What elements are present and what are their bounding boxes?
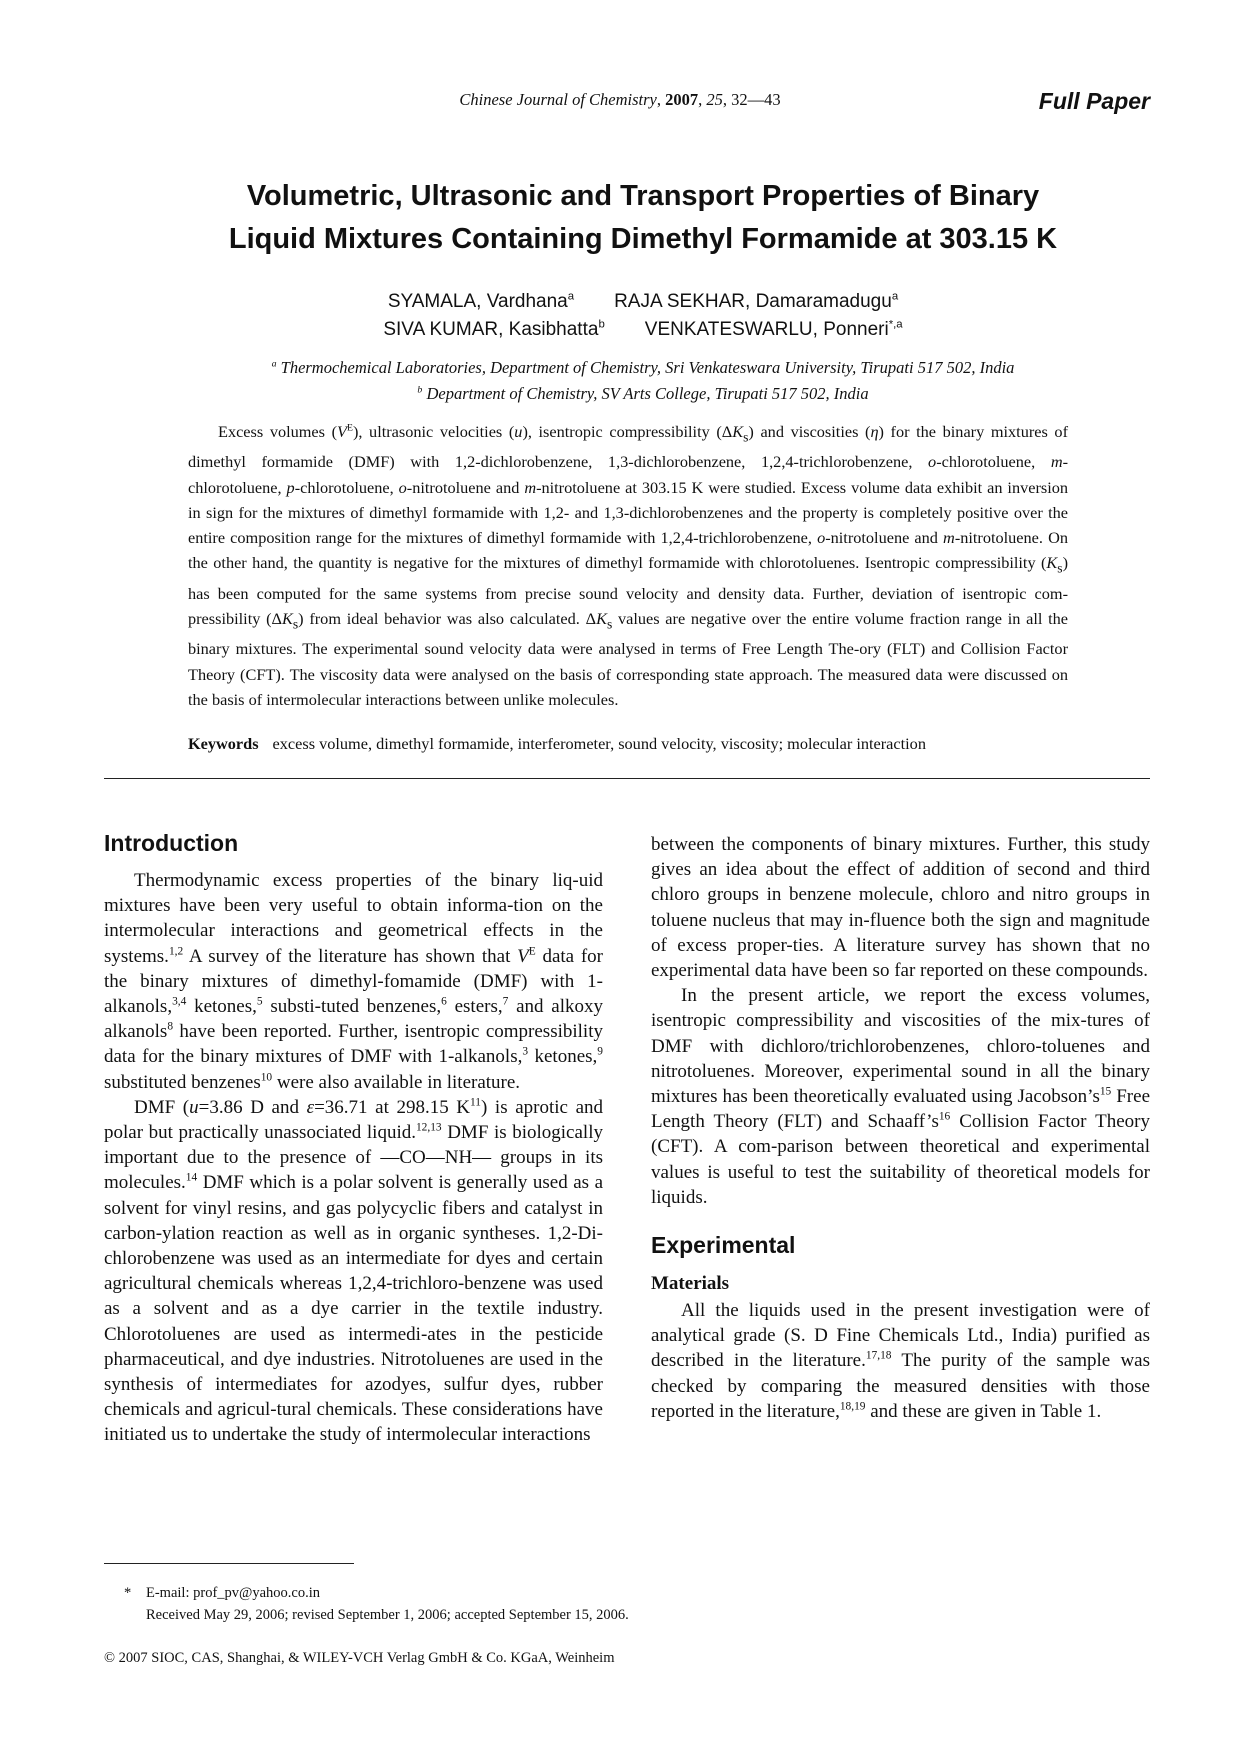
author: [388, 291, 574, 312]
text-run: ,: [656, 90, 666, 109]
text-run: -nitrotoluene and: [825, 528, 944, 548]
copyright: © 2007 SIOC, CAS, Shanghai, & WILEY-VCH Verlag GmbH & Co. KGaA, Weinheim: [104, 1650, 615, 1666]
title-line: Volumetric, Ultrasonic and Transport Properties of Binary: [246, 180, 1040, 212]
materials-heading: Materials: [651, 1273, 730, 1295]
superscript: a: [271, 358, 277, 370]
text-run: ) and viscosities (: [748, 422, 871, 441]
abstract: [188, 419, 1068, 712]
italic-run: K: [732, 422, 744, 441]
superscript: E: [528, 945, 536, 958]
text-run: substi-tuted benzenes,: [262, 996, 442, 1018]
subscript: s: [743, 429, 749, 445]
superscript: a: [891, 290, 899, 303]
superscript: 8: [167, 1020, 174, 1033]
text-run: and alkoxy alkanols: [104, 996, 603, 1043]
italic-run: o: [817, 528, 826, 548]
keywords-label: Keywords: [188, 734, 259, 753]
text-run: SYAMALA, Vardhana: [387, 291, 568, 312]
italic-run: K: [1046, 553, 1058, 573]
subscript: s: [292, 616, 299, 632]
footnote: [124, 1582, 629, 1626]
affiliation: [0, 381, 1240, 407]
text-run: VENKATESWARLU, Ponneri: [644, 319, 889, 340]
author: [645, 319, 903, 340]
text-run: Excess volumes (: [218, 422, 338, 441]
keywords-text: excess volume, dimethyl formamide, interferometer, sound velocity, viscosity; molecular interaction: [272, 734, 926, 753]
superscript: b: [417, 384, 423, 396]
italic-run: Chinese Journal of Chemistry: [459, 90, 657, 109]
superscript: 17,18: [865, 1350, 892, 1363]
text-run: , 32—43: [722, 90, 781, 109]
italic-run: u: [514, 422, 523, 441]
text-run: All the liquids used in the present investigation were of analytical grade (S. D Fine Chemicals Ltd., India) purified as described in the literature.: [651, 1300, 1150, 1372]
section-label: Full Paper: [1038, 88, 1150, 114]
footnote-dates: Received May 29, 2006; revised September 1, 2006; accepted September 15, 2006.: [146, 1607, 629, 1623]
superscript: 6: [441, 995, 447, 1008]
text-run: -chlorotoluene,: [936, 452, 1051, 472]
text-run: ), isentropic compressibility (Δ: [522, 422, 733, 441]
text-run: -nitrotoluene and: [406, 477, 525, 497]
italic-run: 25: [706, 90, 723, 109]
author-list: [0, 288, 1240, 344]
text-run: RAJA SEKHAR, Damaramadugu: [614, 291, 892, 312]
text-run: Free Length Theory (FLT) and Schaaff’s: [651, 1086, 1150, 1133]
experimental-heading: Experimental: [651, 1232, 796, 1259]
superscript: 16: [938, 1110, 951, 1123]
affiliation: [0, 355, 1240, 381]
right-column: [651, 832, 1150, 1424]
superscript: 15: [1099, 1085, 1112, 1098]
text-run: ) has been computed for the same systems from precise sound velocity and density data. Further, deviation of isentropic com-pressibility (Δ: [188, 553, 1068, 628]
italic-run: o: [398, 477, 407, 497]
author-row: [0, 316, 1240, 344]
affiliations: [0, 355, 1240, 407]
author-row: [0, 288, 1240, 316]
superscript: 1,2: [168, 945, 184, 958]
subscript: s: [1057, 560, 1063, 576]
italic-run: m: [524, 477, 537, 497]
superscript: 10: [260, 1071, 273, 1084]
paragraph: [104, 868, 603, 1095]
text-run: substituted benzenes: [104, 1071, 261, 1093]
superscript: 9: [597, 1046, 603, 1059]
superscript: 18,19: [839, 1400, 866, 1413]
text-run: esters,: [446, 996, 503, 1018]
superscript: 3: [522, 1046, 529, 1059]
text-run: ,: [698, 90, 707, 109]
abstract-text: [188, 419, 1068, 712]
text-run: =36.71 at 298.15 K: [314, 1096, 471, 1118]
introduction-heading: Introduction: [104, 830, 239, 856]
text-run: -chlorotoluene,: [294, 477, 399, 497]
text-run: DMF is biologically important due to the presence of —CO—NH— groups in its molecules.: [104, 1122, 603, 1194]
text-run: -nitrotoluene at 303.15 K were studied. Excess volume data exhibit an inversion in sign for the mixtures of dimethyl formamide with 1,2- and 1,3-dichlorobenzenes and the property is completely positive over the entire composition range for the mixtures of dimethyl formamide with 1,2,4-trichlorobenzene,: [188, 477, 1069, 548]
superscript: E: [346, 422, 353, 434]
text-run: ) for the binary mixtures of dimethyl formamide (DMF) with 1,2-dichlorobenzene, 1,3-dichlorobenzene, 1,2,4-trichlorobenzene,: [188, 422, 1068, 472]
superscript: a: [567, 290, 575, 303]
text-run: ) is aprotic and polar but practically unassociated liquid.: [104, 1096, 603, 1144]
text-run: have been reported. Further, isentropic compressibility data for the binary mixtures of DMF with 1-alkanols,: [104, 1021, 603, 1068]
text-run: In the present article, we report the excess volumes, isentropic compressibility and viscosities of the mix-tures of DMF with dichloro/trichlorobenzenes, chloro-toluenes and nitrotoluenes. Moreover, experimental sound in all the binary mixtures has been theoretically evaluated using Jacobson’s: [651, 985, 1150, 1108]
text-run: and these are given in Table 1.: [865, 1400, 1102, 1422]
text-run: The purity of the sample was checked by comparing the measured densities with those reported in the literature,: [651, 1350, 1150, 1422]
text-run: ketones,: [186, 996, 257, 1018]
superscript: 14: [185, 1172, 198, 1185]
bold-run: 2007: [665, 90, 699, 109]
text-run: ) from ideal behavior was also calculated. Δ: [298, 608, 597, 628]
italic-run: p: [286, 477, 295, 497]
paragraph: [651, 983, 1150, 1210]
text-run: between the components of binary mixtures. Further, this study gives an idea about the effect of addition of second and third chloro groups in benzene molecule, chloro and nitro groups in toluene nucleus that may in-fluence both the sign and magnitude of excess proper-ties. A literature survey has shown that no experimental data have been so far reported on these compounds.: [651, 834, 1150, 982]
italic-run: V: [517, 945, 529, 967]
text-run: were also available in literature.: [272, 1071, 521, 1093]
text-run: data for the binary mixtures of dimethyl-fomamide (DMF) with 1-alkanols,: [104, 945, 603, 1018]
italic-run: K: [282, 608, 293, 628]
text-run: =3.86 D and: [198, 1096, 307, 1118]
title-line: Liquid Mixtures Containing Dimethyl Formamide at 303.15 K: [228, 223, 1058, 255]
italic-run: m: [943, 528, 955, 548]
text-run: DMF (: [134, 1096, 190, 1118]
italic-run: K: [596, 608, 607, 628]
superscript: 7: [502, 995, 509, 1008]
superscript: 12,13: [415, 1121, 442, 1134]
text-run: Department of Chemistry, SV Arts College, Tirupati 517 502, India: [422, 384, 869, 403]
text-run: DMF which is a polar solvent is generally used as a solvent for vinyl resins, and gas polycyclic fibers and catalyst in carbon-ylation reaction as well as in organic syntheses. 1,2-Di-chlorobenzene was used as an intermediate for dyes and certain agricultural chemicals whereas 1,2,4-trichloro-benzene was used as a solvent and as a dye carrier in the textile industry. Chlorotoluenes are used as intermedi-ates in the pesticide pharmaceutical, and dye industries. Nitrotoluenes are used in the synthesis of intermediates for azodyes, sulfur dyes, rubber chemicals and agricul-tural chemicals. These considerations have initiated us to undertake the study of intermolecular interactions: [104, 1172, 603, 1446]
author: [614, 291, 898, 312]
italic-run: V: [337, 422, 347, 441]
italic-run: ε: [306, 1096, 315, 1118]
superscript: 3,4: [172, 995, 187, 1008]
italic-run: u: [189, 1096, 199, 1118]
text-run: ), ultrasonic velocities (: [352, 422, 515, 441]
author: [383, 319, 604, 340]
footnote-email: E-mail: prof_pv@yahoo.co.in: [146, 1585, 321, 1601]
paragraph: [651, 1298, 1150, 1424]
text-run: Collision Factor Theory (CFT). A com-parison between theoretical and experimental values is useful to test the suitability of theoretical models for liquids.: [651, 1111, 1150, 1208]
paragraph: [104, 1095, 603, 1448]
superscript: b: [598, 318, 605, 331]
superscript: 5: [256, 995, 263, 1008]
text-run: values are negative over the entire volume fraction range in all the binary mixtures. The experimental sound velocity data were analysed in terms of Free Length The-ory (FLT) and Collision Factor Theory (CFT). The viscosity data were analysed on the basis of corresponding state approach. The measured data were discussed on the basis of intermolecular interactions between unlike molecules.: [188, 608, 1068, 709]
text-run: SIVA KUMAR, Kasibhatta: [383, 319, 599, 340]
italic-run: m: [1050, 452, 1063, 472]
keywords: [188, 734, 1068, 754]
left-column: [104, 830, 603, 1448]
text-run: ketones,: [528, 1046, 598, 1068]
superscript: *,a: [888, 318, 903, 331]
text-run: -nitrotoluene. On the other hand, the quantity is negative for the mixtures of dimethyl formamide with chlorotoluenes. Isentropic compressibility (: [188, 528, 1068, 573]
footnote-rule: [104, 1563, 354, 1564]
italic-run: o: [928, 452, 937, 472]
paper-title: [0, 175, 1240, 261]
footnote-marker: *: [124, 1585, 132, 1601]
subscript: s: [606, 616, 613, 632]
paragraph: [651, 832, 1150, 983]
text-run: -chlorotoluene,: [188, 452, 1069, 497]
section-divider: [104, 778, 1150, 779]
text-run: Thermochemical Laboratories, Department of Chemistry, Sri Venkateswara University, Tirupati 517 502, India: [276, 358, 1015, 377]
text-run: A survey of the literature has shown that: [183, 945, 518, 967]
text-run: Thermodynamic excess properties of the binary liq-uid mixtures have been very useful to obtain informa-tion on the intermolecular interactions and geometrical effects in the systems.: [104, 870, 603, 967]
superscript: 11: [470, 1096, 481, 1109]
italic-run: η: [870, 422, 879, 441]
